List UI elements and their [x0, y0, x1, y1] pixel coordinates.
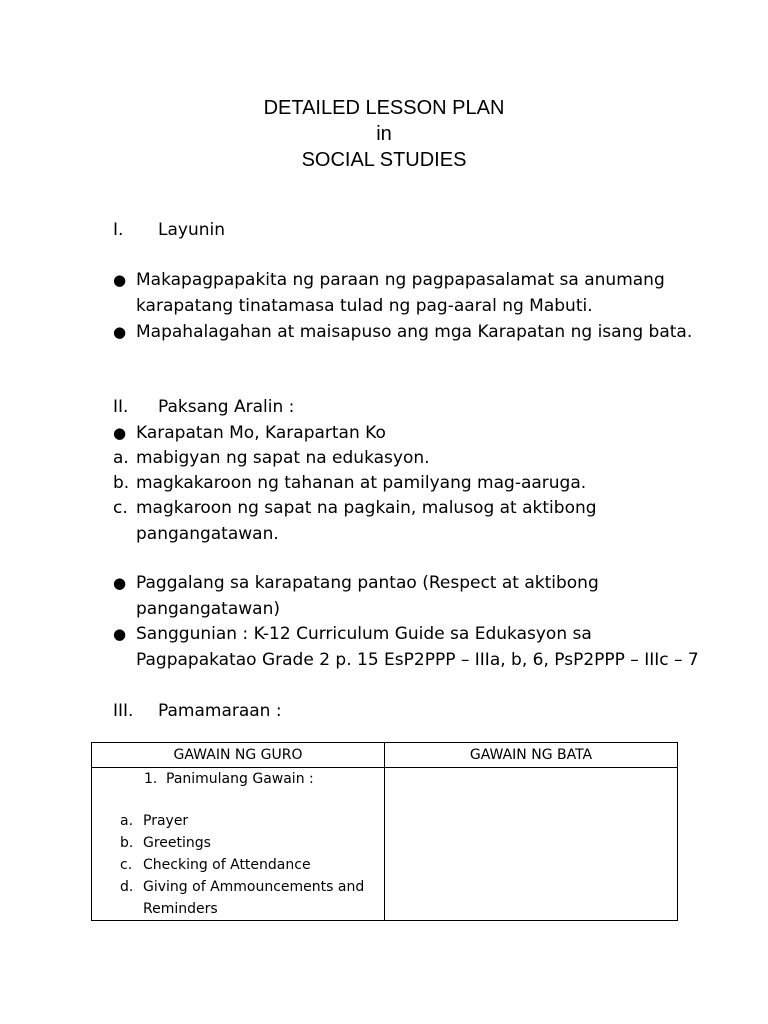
table-header-teacher: GAWAIN NG GURO — [173, 747, 303, 763]
list-marker-c: c. — [113, 498, 128, 518]
reference-line-2: Pagpapakatao Grade 2 p. 15 EsP2PPP – IIIa, b, 6, PsP2PPP – IIIc – 7 — [136, 650, 699, 670]
table-header-student: GAWAIN NG BATA — [469, 747, 593, 763]
section-3-heading: Pamamaraan : — [158, 701, 282, 721]
topic-item-b: magkakaroon ng tahanan at pamilyang mag-aaruga. — [136, 473, 587, 493]
bullet-icon: ● — [113, 323, 127, 341]
bullet-icon: ● — [113, 574, 127, 592]
values-line-1: Paggalang sa karapatang pantao (Respect at aktibong — [136, 573, 599, 593]
table-item-c: Checking of Attendance — [143, 857, 311, 873]
document-title-line-2: in — [376, 123, 392, 145]
objective-1-line-1: Makapagpapakita ng paraan ng pagpapasalamat sa anumang — [136, 270, 665, 290]
table-item-marker-b: b. — [120, 835, 134, 851]
section-1-number: I. — [113, 220, 124, 240]
document-title-line-3: SOCIAL STUDIES — [301, 149, 467, 171]
procedure-table — [91, 742, 678, 921]
table-item-a: Prayer — [143, 813, 189, 829]
table-item-marker-c: c. — [120, 857, 133, 873]
section-3-number: III. — [113, 701, 134, 721]
bullet-icon: ● — [113, 271, 127, 289]
document-title-line-1: DETAILED LESSON PLAN — [263, 97, 505, 119]
topic-title: Karapatan Mo, Karapartan Ko — [136, 423, 386, 443]
table-item-marker-a: a. — [120, 813, 134, 829]
section-2-heading: Paksang Aralin : — [158, 397, 295, 417]
step-marker: 1. — [144, 771, 158, 787]
values-line-2: pangangatawan) — [136, 599, 280, 619]
bullet-icon: ● — [113, 625, 127, 643]
section-1-heading: Layunin — [158, 220, 225, 240]
reference-line-1: Sanggunian : K-12 Curriculum Guide sa Edukasyon sa — [136, 624, 592, 644]
bullet-icon: ● — [113, 424, 127, 442]
table-item-d-line-2: Reminders — [143, 901, 218, 917]
objective-2-line-1: Mapahalagahan at maisapuso ang mga Karapatan ng isang bata. — [136, 322, 693, 342]
table-item-b: Greetings — [143, 835, 211, 851]
table-item-d-line-1: Giving of Ammouncements and — [143, 879, 365, 895]
topic-item-a: mabigyan ng sapat na edukasyon. — [136, 448, 430, 468]
list-marker-b: b. — [113, 473, 130, 493]
topic-item-c-line-1: magkaroon ng sapat na pagkain, malusog at aktibong — [136, 498, 597, 518]
list-marker-a: a. — [113, 448, 129, 468]
objective-1-line-2: karapatang tinatamasa tulad ng pag-aaral ng Mabuti. — [136, 296, 593, 316]
table-item-marker-d: d. — [120, 879, 134, 895]
table-divider — [384, 743, 385, 920]
section-2-number: II. — [113, 397, 129, 417]
step-label: Panimulang Gawain : — [166, 771, 314, 787]
topic-item-c-line-2: pangangatawan. — [136, 524, 279, 544]
